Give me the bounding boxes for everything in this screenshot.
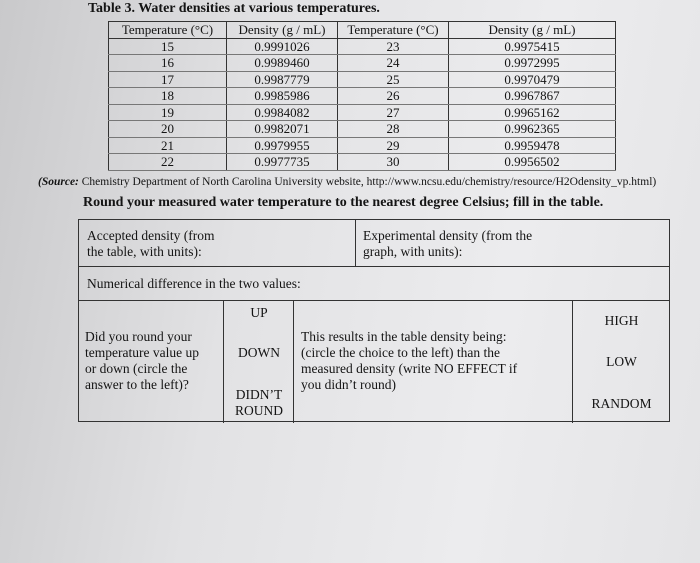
result-text <box>301 329 517 393</box>
cell-density-2: 0.9962365 <box>449 121 616 138</box>
result-text-line2: (circle the choice to the left) than the <box>301 345 501 360</box>
row-divider-2 <box>79 300 669 301</box>
cell-density-1: 0.9984082 <box>227 104 338 121</box>
choice-didnt-round-line2: ROUND <box>234 403 283 418</box>
cell-temperature-1: 16 <box>109 55 227 72</box>
cell-density-1: 0.9989460 <box>227 55 338 72</box>
table-row <box>109 154 616 171</box>
cell-temperature-1: 17 <box>109 71 227 88</box>
answer-form <box>78 219 670 422</box>
cell-temperature-2: 28 <box>338 121 449 138</box>
cell-density-2: 0.9975415 <box>449 38 616 55</box>
choice-didnt-round-line1: DIDN’T <box>235 387 283 402</box>
round-question-line3: or down (circle the <box>85 361 188 376</box>
row-divider-1 <box>79 266 669 267</box>
cell-density-2: 0.9972995 <box>449 55 616 72</box>
header-density-1: Density (g / mL) <box>227 22 338 39</box>
result-text-line1: This results in the table density being: <box>301 329 507 344</box>
table-header-row <box>109 22 616 39</box>
choice-didnt-round[interactable] <box>225 387 293 419</box>
accepted-density-label-line2: the table, with units): <box>87 244 202 259</box>
cell-density-1: 0.9987779 <box>227 71 338 88</box>
round-question-line4: answer to the left)? <box>85 377 189 392</box>
cell-temperature-2: 25 <box>338 71 449 88</box>
table-row <box>109 88 616 105</box>
table-row <box>109 104 616 121</box>
cell-temperature-1: 20 <box>109 121 227 138</box>
experimental-density-label-line1: Experimental density (from the <box>363 228 533 243</box>
round-question-line2: temperature value up <box>85 345 199 360</box>
experimental-density-label-line2: graph, with units): <box>363 244 463 259</box>
result-text-line4: you didn’t round) <box>301 377 396 392</box>
header-density-2: Density (g / mL) <box>449 22 616 39</box>
table-row <box>109 38 616 55</box>
top-row-divider <box>355 220 356 267</box>
cell-temperature-2: 29 <box>338 137 449 154</box>
cell-density-2: 0.9956502 <box>449 154 616 171</box>
cell-density-1: 0.9977735 <box>227 154 338 171</box>
choice-down[interactable]: DOWN <box>238 345 280 360</box>
cell-temperature-2: 23 <box>338 38 449 55</box>
choice-random[interactable]: RANDOM <box>591 396 652 411</box>
experimental-density-label <box>363 228 532 260</box>
cell-density-1: 0.9979955 <box>227 137 338 154</box>
result-text-line3: measured density (write NO EFFECT if <box>301 361 518 376</box>
cell-temperature-1: 19 <box>109 104 227 121</box>
cell-density-2: 0.9970479 <box>449 71 616 88</box>
instruction-text: Round your measured water temperature to the nearest degree Celsius; fill in the table. <box>83 195 604 210</box>
table-row <box>109 71 616 88</box>
round-question-line1: Did you round your <box>85 329 192 344</box>
table-row <box>109 55 616 72</box>
accepted-density-label-line1: Accepted density (from <box>87 228 215 243</box>
source-citation <box>38 176 656 188</box>
round-question <box>85 329 199 393</box>
cell-temperature-1: 22 <box>109 154 227 171</box>
table-row <box>109 137 616 154</box>
header-temperature-2: Temperature (°C) <box>338 22 449 39</box>
cell-density-2: 0.9965162 <box>449 104 616 121</box>
round-choices-divider-left <box>223 300 224 423</box>
source-label: (Source: <box>38 176 79 188</box>
cell-temperature-2: 26 <box>338 88 449 105</box>
cell-temperature-1: 21 <box>109 137 227 154</box>
numerical-difference-label: Numerical difference in the two values: <box>87 276 301 291</box>
cell-temperature-1: 15 <box>109 38 227 55</box>
choice-up[interactable]: UP <box>250 305 268 320</box>
effect-choices-divider <box>572 300 573 423</box>
cell-density-2: 0.9959478 <box>449 137 616 154</box>
table-title: Table 3. Water densities at various temperatures. <box>88 1 380 16</box>
choice-high[interactable]: HIGH <box>604 313 639 328</box>
table-row <box>109 121 616 138</box>
source-text: Chemistry Department of North Carolina University website, http://www.ncsu.edu/chemistry/resource/H2Odensity_vp.html) <box>78 176 657 188</box>
cell-temperature-2: 24 <box>338 55 449 72</box>
cell-density-1: 0.9991026 <box>227 38 338 55</box>
cell-temperature-1: 18 <box>109 88 227 105</box>
header-temperature-1: Temperature (°C) <box>109 22 227 39</box>
cell-temperature-2: 27 <box>338 104 449 121</box>
density-table <box>108 21 616 171</box>
cell-density-1: 0.9985986 <box>227 88 338 105</box>
cell-temperature-2: 30 <box>338 154 449 171</box>
choice-low[interactable]: LOW <box>606 354 637 369</box>
round-choices-divider-right <box>293 300 294 423</box>
cell-density-1: 0.9982071 <box>227 121 338 138</box>
accepted-density-label <box>87 228 214 260</box>
cell-density-2: 0.9967867 <box>449 88 616 105</box>
